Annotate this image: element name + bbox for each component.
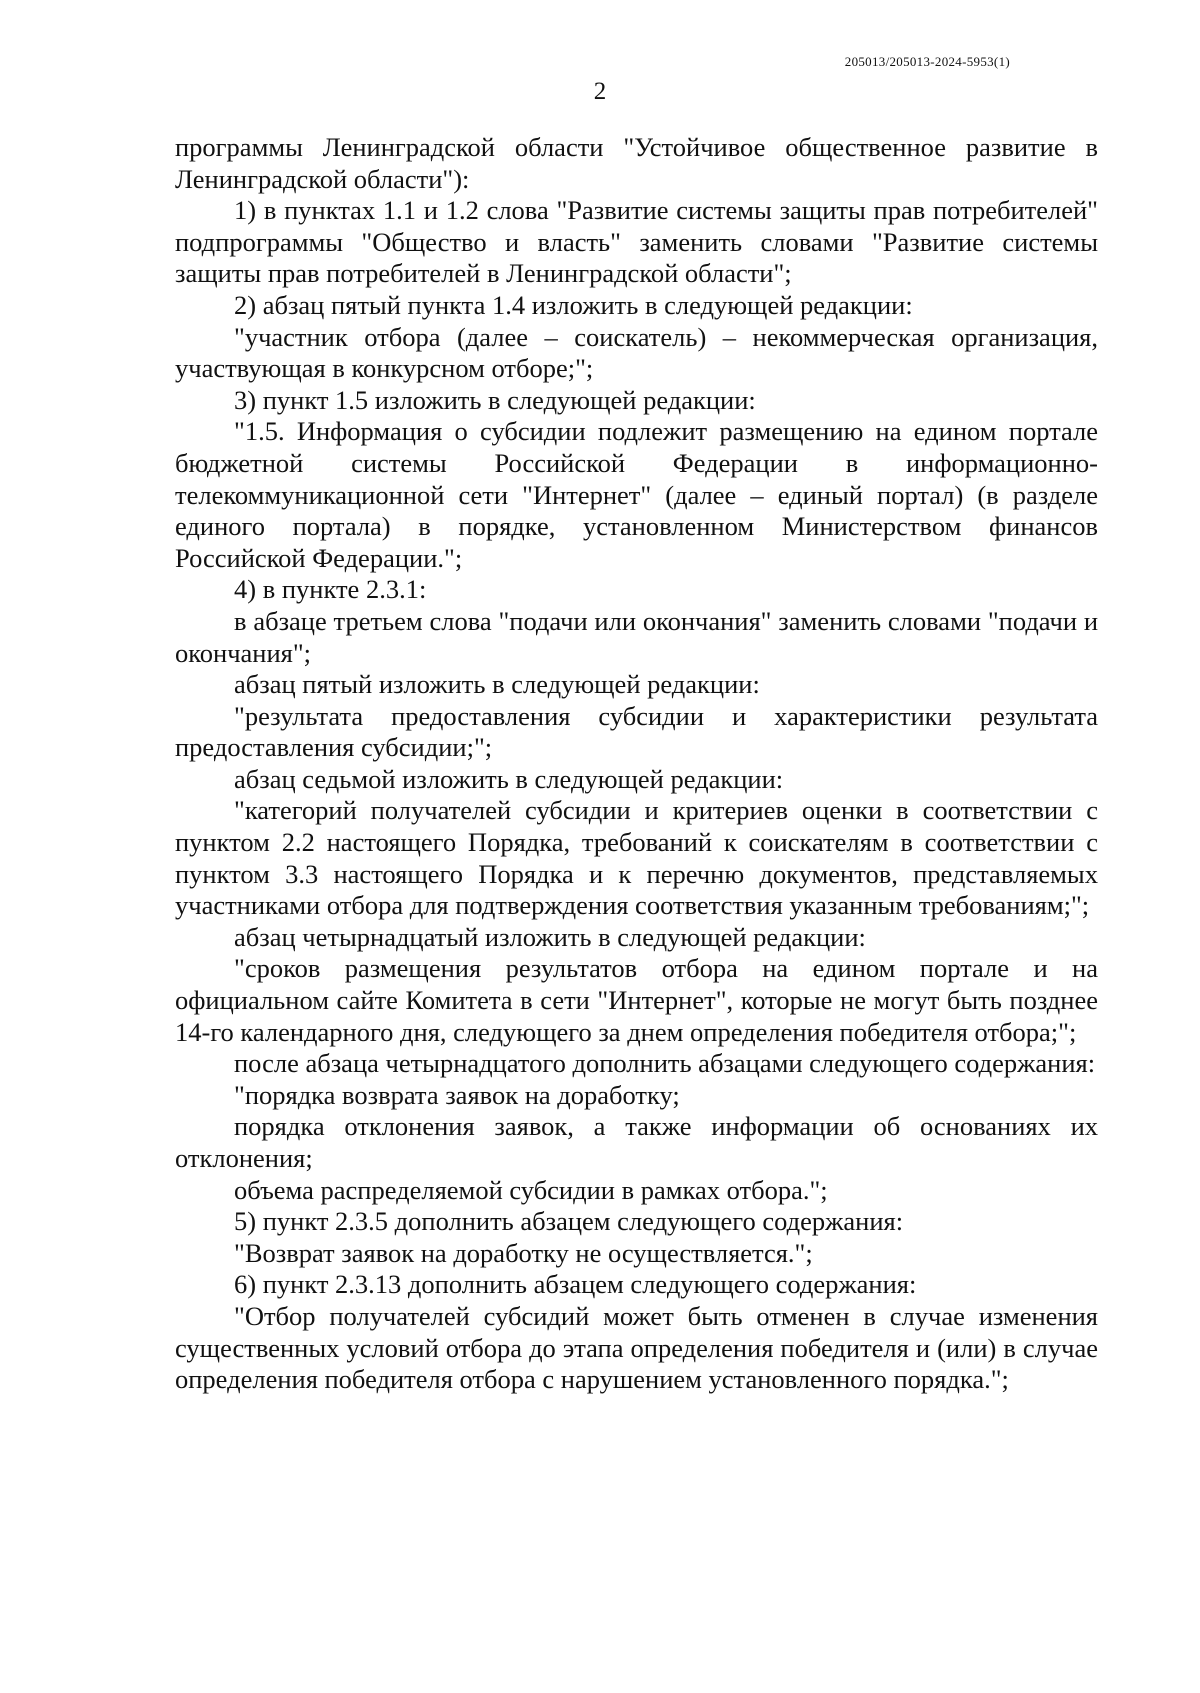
paragraph-item-4: 4) в пункте 2.3.1: [234,574,427,605]
paragraph-quote-result: "результата предоставления субсидии и характеристики результата предоставления субсидии;"; [175,700,1098,763]
paragraph-abzac-5-intro: абзац пятый изложить в следующей редакции: [234,669,760,700]
paragraph-continuation: программы Ленинградской области "Устойчивое общественное развитие в Ленинградской области"): [175,132,1098,194]
paragraph-item-2: 2) абзац пятый пункта 1.4 изложить в следующей редакции: [234,289,913,320]
paragraph-quote-participant: "участник отбора (далее – соискатель) – некоммерческая организация, участвующая в конкурсном отборе;"; [175,321,1098,384]
paragraph-abzac-3: в абзаце третьем слова "подачи или окончания" заменить словами "подачи и окончания"; [175,605,1098,668]
paragraph-volume: объема распределяемой субсидии в рамках отбора."; [234,1174,828,1205]
paragraph-quote-return: "порядка возврата заявок на доработку; [234,1079,680,1110]
paragraph-item-5: 5) пункт 2.3.5 дополнить абзацем следующего содержания: [234,1206,904,1237]
paragraph-item-6: 6) пункт 2.3.13 дополнить абзацем следующего содержания: [234,1269,917,1300]
paragraph-quote-cancel: "Отбор получателей субсидий может быть отменен в случае изменения существенных условий отбора до этапа определения победителя и (или) в случае определения победителя отбора с нарушением установленного порядка."; [175,1300,1098,1395]
paragraph-abzac-14-intro: абзац четырнадцатый изложить в следующей редакции: [234,921,866,952]
paragraph-item-3: 3) пункт 1.5 изложить в следующей редакции: [234,384,756,415]
document-registration-number: 205013/205013-2024-5953(1) [844,54,1010,69]
paragraph-after-abzac-14: после абзаца четырнадцатого дополнить абзацами следующего содержания: [234,1048,1096,1079]
page-number: 2 [593,78,607,105]
document-body [175,132,1098,1396]
paragraph-quote-categories: "категорий получателей субсидии и критериев оценки в соответствии с пунктом 2.2 настоящего Порядка, требований к соискателям в соответствии с пунктом 3.3 настоящего Порядка и к перечню документов, представляемых участниками отбора для подтверждения соответствия указанным требованиям;"; [175,795,1098,921]
paragraph-quote-deadlines: "сроков размещения результатов отбора на едином портале и на официальном сайте Комитета в сети "Интернет", которые не могут быть позднее 14-го календарного дня, следующего за днем определения победителя отбора;"; [175,953,1098,1047]
paragraph-quote-no-return: "Возврат заявок на доработку не осуществляется."; [234,1237,813,1268]
paragraph-item-1: 1) в пунктах 1.1 и 1.2 слова "Развитие системы защиты прав потребителей" подпрограммы "Общество и власть" заменить словами "Развитие системы защиты прав потребителей в Ленинградской области"; [175,195,1098,289]
paragraph-rejection: порядка отклонения заявок, а также информации об основаниях их отклонения; [175,1111,1098,1173]
paragraph-abzac-7-intro: абзац седьмой изложить в следующей редакции: [234,763,784,794]
paragraph-quote-1-5: "1.5. Информация о субсидии подлежит размещению на едином портале бюджетной системы Российской Федерации в информационно-телекоммуникационной сети "Интернет" (далее – единый портал) (в разделе единого портала) в порядке, установленном Министерством финансов Российской Федерации."; [175,416,1098,573]
